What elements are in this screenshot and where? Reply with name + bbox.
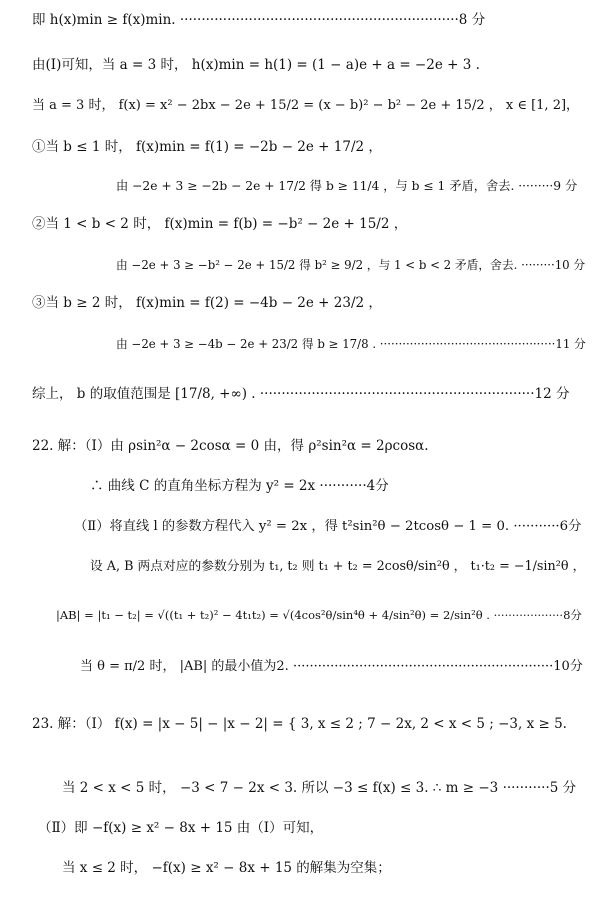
line-10: 综上， b 的取值范围是 [17/8, +∞) . ································································12 分 [32,386,570,402]
line-13: （Ⅱ）将直线 l 的参数方程代入 y² = 2x ，得 t²sin²θ − 2tcosθ − 1 = 0. ···········6分 [74,519,582,534]
line-7: 由 −2e + 3 ≥ −b² − 2e + 15/2 得 b² ≥ 9/2 ，与 1 < b < 2 矛盾，舍去. ·········10 分 [116,258,586,272]
line-9: 由 −2e + 3 ≥ −4b − 2e + 23/2 得 b ≥ 17/8 . ···············································11 分 [116,337,586,351]
line-1: 即 h(x)min ≥ f(x)min. ·································································8 分 [32,12,486,28]
line-2: 由(Ⅰ)可知，当 a = 3 时， h(x)min = h(1) = (1 − a)e + a = −2e + 3 . [32,57,480,73]
line-18: 当 2 < x < 5 时， −3 < 7 − 2x < 3. 所以 −3 ≤ f(x) ≤ 3. ∴ m ≥ −3 ···········5 分 [62,780,577,796]
line-17: 23. 解：（Ⅰ） f(x) = |x − 5| − |x − 2| = { 3, x ≤ 2 ; 7 − 2x, 2 < x < 5 ; −3, x ≥ 5. [32,716,567,732]
line-16: 当 θ = π/2 时， |AB| 的最小值为2. ·······························································10分 [80,659,583,674]
line-15: |AB| = |t₁ − t₂| = √((t₁ + t₂)² − 4t₁t₂) = √(4cos²θ/sin⁴θ + 4/sin²θ) = 2/sin²θ . ···················8分 [56,608,582,622]
line-14: 设 A, B 两点对应的参数分别为 t₁, t₂ 则 t₁ + t₂ = 2cosθ/sin²θ ， t₁·t₂ = −1/sin²θ ， [90,559,586,574]
line-20: 当 x ≤ 2 时， −f(x) ≥ x² − 8x + 15 的解集为空集； [62,860,391,876]
line-5: 由 −2e + 3 ≥ −2b − 2e + 17/2 得 b ≥ 11/4 ，与 b ≤ 1 矛盾，舍去. ·········9 分 [116,179,578,193]
line-19: （Ⅱ）即 −f(x) ≥ x² − 8x + 15 由（Ⅰ）可知， [38,820,324,836]
line-3: 当 a = 3 时， f(x) = x² − 2bx − 2e + 15/2 = (x − b)² − b² − 2e + 15/2 ， x ∈ [1, 2]， [32,98,580,113]
line-12: ∴ 曲线 C 的直角坐标方程为 y² = 2x ···········4分 [90,478,389,494]
line-11: 22. 解：（Ⅰ）由 ρsin²α − 2cosα = 0 由，得 ρ²sin²α = 2ρcosα. [32,438,429,454]
line-4: ①当 b ≤ 1 时， f(x)min = f(1) = −2b − 2e + 17/2 ， [32,139,382,155]
line-8: ③当 b ≥ 2 时， f(x)min = f(2) = −4b − 2e + 23/2 ， [32,295,382,311]
line-6: ②当 1 < b < 2 时， f(x)min = f(b) = −b² − 2e + 15/2 ， [32,216,408,232]
